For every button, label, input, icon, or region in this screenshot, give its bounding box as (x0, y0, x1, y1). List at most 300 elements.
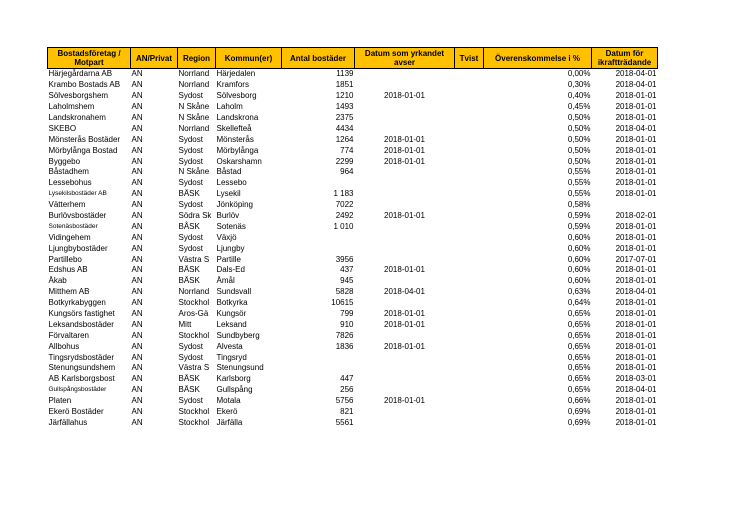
cell-region[interactable]: BÅSK (178, 265, 200, 275)
cell-overenskommelse[interactable]: 0,00% (567, 69, 591, 79)
col-header-tvist[interactable]: Tvist (455, 48, 484, 69)
cell-tvist[interactable] (455, 330, 484, 341)
cell-antal[interactable]: 1210 (335, 91, 354, 101)
cell-region[interactable]: Sydost (178, 156, 203, 166)
cell-antal[interactable]: 10615 (331, 298, 354, 308)
cell-an-privat[interactable]: AN (131, 363, 143, 373)
cell-region[interactable]: Norrland (178, 123, 210, 133)
cell-tvist[interactable] (455, 134, 484, 145)
cell-antal[interactable] (282, 178, 355, 189)
cell-region[interactable]: Sydost (178, 145, 203, 155)
cell-tvist[interactable] (455, 407, 484, 418)
cell-region[interactable]: Sydost (178, 352, 203, 362)
cell-antal[interactable]: 799 (340, 309, 354, 319)
cell-company[interactable]: Båstadhem (48, 167, 89, 177)
cell-an-privat[interactable]: AN (131, 69, 143, 79)
cell-overenskommelse[interactable]: 0,45% (567, 102, 591, 112)
cell-overenskommelse[interactable]: 0,66% (567, 396, 591, 406)
cell-region[interactable]: BÅSK (178, 385, 200, 395)
cell-tvist[interactable] (455, 352, 484, 363)
cell-kommun[interactable]: Burlöv (216, 211, 240, 221)
cell-datum-yrkande[interactable] (355, 189, 455, 200)
cell-an-privat[interactable]: AN (131, 385, 143, 395)
cell-datum-yrkande[interactable]: 2018-01-01 (384, 265, 425, 275)
cell-ikraft[interactable]: 2018-01-01 (615, 330, 657, 340)
cell-company[interactable]: Partillebo (48, 254, 82, 264)
cell-an-privat[interactable]: AN (131, 156, 143, 166)
cell-datum-yrkande[interactable] (355, 254, 455, 265)
cell-ikraft[interactable]: 2018-01-01 (615, 363, 657, 373)
cell-company[interactable]: Vidingehem (48, 232, 91, 242)
cell-company[interactable]: Leksandsbostäder (48, 319, 114, 329)
cell-datum-yrkande[interactable] (355, 276, 455, 287)
cell-ikraft[interactable]: 2018-04-01 (615, 385, 657, 395)
cell-kommun[interactable]: Sotenäs (216, 221, 246, 231)
cell-overenskommelse[interactable]: 0,50% (567, 145, 591, 155)
cell-tvist[interactable] (455, 113, 484, 124)
cell-an-privat[interactable]: AN (131, 221, 143, 231)
cell-company[interactable]: Ekerö Bostäder (48, 407, 104, 417)
cell-region[interactable]: Sydost (178, 341, 203, 351)
col-header-datum-yrkande[interactable]: Datum som yrkandet avser (355, 48, 455, 69)
cell-datum-yrkande[interactable] (355, 385, 455, 396)
cell-ikraft[interactable]: 2018-01-01 (615, 113, 657, 122)
cell-tvist[interactable] (455, 276, 484, 287)
cell-datum-yrkande[interactable] (355, 352, 455, 363)
cell-region[interactable]: BÅSK (178, 189, 200, 199)
col-header-company[interactable]: Bostadsföretag / Motpart (48, 48, 131, 69)
cell-overenskommelse[interactable]: 0,65% (567, 352, 591, 362)
cell-ikraft[interactable]: 2018-01-01 (615, 341, 657, 351)
cell-datum-yrkande[interactable]: 2018-01-01 (384, 309, 425, 319)
cell-ikraft[interactable]: 2018-01-01 (615, 396, 657, 406)
cell-region[interactable]: N Skåne (178, 102, 210, 112)
cell-tvist[interactable] (455, 80, 484, 91)
cell-datum-yrkande[interactable] (355, 200, 455, 211)
cell-antal[interactable]: 437 (340, 265, 354, 275)
cell-an-privat[interactable]: AN (131, 309, 143, 319)
cell-an-privat[interactable]: AN (131, 102, 143, 112)
cell-datum-yrkande[interactable] (355, 178, 455, 189)
cell-kommun[interactable]: Båstad (216, 167, 242, 177)
cell-company[interactable]: Landskronahem (48, 113, 106, 122)
col-header-overenskommelse[interactable]: Överenskommelse i % (484, 48, 592, 69)
cell-datum-yrkande[interactable] (355, 102, 455, 113)
cell-an-privat[interactable]: AN (131, 200, 143, 210)
cell-region[interactable]: Norrland (178, 80, 210, 90)
cell-overenskommelse[interactable]: 0,59% (567, 221, 591, 231)
cell-region[interactable]: BÅSK (178, 276, 200, 286)
cell-kommun[interactable]: Dals-Ed (216, 265, 245, 275)
cell-ikraft[interactable]: 2018-01-01 (615, 156, 657, 166)
cell-an-privat[interactable]: AN (131, 211, 143, 221)
cell-kommun[interactable]: Karlsborg (216, 374, 251, 384)
cell-tvist[interactable] (455, 243, 484, 254)
cell-tvist[interactable] (455, 418, 484, 429)
cell-ikraft[interactable]: 2018-01-01 (615, 417, 657, 427)
cell-an-privat[interactable]: AN (131, 167, 143, 177)
cell-datum-yrkande[interactable] (355, 407, 455, 418)
cell-datum-yrkande[interactable] (355, 232, 455, 243)
cell-antal[interactable]: 1 183 (333, 189, 354, 199)
cell-tvist[interactable] (455, 232, 484, 243)
cell-kommun[interactable]: Lessebo (216, 178, 247, 188)
cell-company[interactable]: Allbohus (48, 341, 80, 351)
cell-region[interactable]: Sydost (178, 91, 203, 101)
cell-kommun[interactable]: Åmål (216, 276, 235, 286)
cell-antal[interactable]: 5828 (335, 287, 354, 297)
cell-datum-yrkande[interactable]: 2018-01-01 (384, 211, 425, 221)
cell-tvist[interactable] (455, 211, 484, 222)
cell-overenskommelse[interactable]: 0,55% (567, 189, 591, 199)
cell-company[interactable]: SKEBO (48, 123, 77, 133)
cell-antal[interactable]: 5561 (335, 417, 354, 427)
cell-ikraft[interactable]: 2018-04-01 (615, 123, 657, 133)
cell-antal[interactable]: 2299 (335, 156, 354, 166)
cell-ikraft[interactable]: 2018-01-01 (615, 221, 657, 231)
cell-antal[interactable]: 2375 (335, 113, 354, 122)
cell-antal[interactable] (282, 232, 355, 243)
cell-region[interactable]: Stockhol (178, 417, 210, 427)
cell-tvist[interactable] (455, 200, 484, 211)
cell-tvist[interactable] (455, 123, 484, 134)
cell-overenskommelse[interactable]: 0,69% (567, 417, 591, 427)
col-header-an-privat[interactable]: AN/Privat (131, 48, 178, 69)
cell-region[interactable]: Stockhol (178, 330, 210, 340)
cell-antal[interactable]: 4434 (335, 123, 354, 133)
cell-an-privat[interactable]: AN (131, 80, 143, 90)
cell-ikraft[interactable]: 2018-01-01 (615, 167, 657, 177)
cell-datum-yrkande[interactable]: 2018-01-01 (384, 156, 425, 166)
cell-datum-yrkande[interactable] (355, 221, 455, 232)
cell-tvist[interactable] (455, 341, 484, 352)
cell-ikraft[interactable]: 2018-01-01 (615, 134, 657, 144)
cell-kommun[interactable]: Sundbyberg (216, 330, 260, 340)
cell-region[interactable]: Sydost (178, 396, 203, 406)
cell-ikraft[interactable]: 2018-04-01 (615, 69, 657, 79)
cell-company[interactable]: Vätterhem (48, 200, 86, 210)
cell-company[interactable]: Burlövsbostäder (48, 211, 107, 221)
cell-kommun[interactable]: Laholm (216, 102, 243, 112)
cell-kommun[interactable]: Kramfors (216, 80, 249, 90)
cell-antal[interactable]: 910 (340, 319, 354, 329)
cell-kommun[interactable]: Motala (216, 396, 241, 406)
cell-region[interactable]: Stockhol (178, 298, 210, 308)
cell-kommun[interactable]: Järfälla (216, 417, 243, 427)
col-header-region[interactable]: Region (178, 48, 216, 69)
cell-overenskommelse[interactable]: 0,65% (567, 374, 591, 384)
cell-company[interactable]: Åkab (48, 276, 67, 286)
cell-region[interactable]: N Skåne (178, 113, 210, 122)
cell-kommun[interactable]: Botkyrka (216, 298, 248, 308)
cell-antal[interactable]: 256 (340, 385, 354, 395)
cell-company[interactable]: Mönsterås Bostäder (48, 134, 121, 144)
cell-datum-yrkande[interactable] (355, 113, 455, 124)
cell-antal[interactable]: 821 (340, 407, 354, 417)
cell-tvist[interactable] (455, 91, 484, 102)
cell-ikraft[interactable]: 2018-01-01 (615, 319, 657, 329)
cell-ikraft[interactable]: 2017-07-01 (615, 254, 657, 264)
cell-antal[interactable]: 1264 (335, 134, 354, 144)
cell-datum-yrkande[interactable] (355, 243, 455, 254)
cell-overenskommelse[interactable]: 0,50% (567, 113, 591, 122)
cell-datum-yrkande[interactable] (355, 69, 455, 80)
cell-region[interactable]: Norrland (178, 287, 210, 297)
cell-region[interactable]: Sydost (178, 200, 203, 210)
cell-company[interactable]: Byggebo (48, 156, 81, 166)
cell-an-privat[interactable]: AN (131, 407, 143, 417)
cell-kommun[interactable]: Mönsterås (216, 134, 254, 144)
cell-ikraft[interactable]: 2018-01-01 (615, 309, 657, 319)
cell-overenskommelse[interactable]: 0,65% (567, 330, 591, 340)
cell-company[interactable]: Platen (48, 396, 72, 406)
cell-overenskommelse[interactable]: 0,40% (567, 91, 591, 101)
cell-overenskommelse[interactable]: 0,30% (567, 80, 591, 90)
cell-kommun[interactable]: Tingsryd (216, 352, 247, 362)
cell-overenskommelse[interactable]: 0,50% (567, 123, 591, 133)
cell-antal[interactable] (282, 363, 355, 374)
cell-kommun[interactable]: Kungsör (216, 309, 247, 319)
cell-tvist[interactable] (455, 265, 484, 276)
cell-antal[interactable]: 1493 (335, 102, 354, 112)
cell-kommun[interactable]: Partille (216, 254, 241, 264)
cell-antal[interactable] (282, 243, 355, 254)
cell-datum-yrkande[interactable]: 2018-01-01 (384, 396, 425, 406)
cell-tvist[interactable] (455, 156, 484, 167)
cell-ikraft[interactable]: 2018-01-01 (615, 265, 657, 275)
cell-kommun[interactable]: Alvesta (216, 341, 243, 351)
cell-tvist[interactable] (455, 254, 484, 265)
cell-tvist[interactable] (455, 178, 484, 189)
cell-region[interactable]: Sydost (178, 178, 203, 188)
cell-region[interactable]: Stockhol (178, 407, 210, 417)
cell-region[interactable]: Norrland (178, 69, 210, 79)
cell-overenskommelse[interactable]: 0,50% (567, 134, 591, 144)
cell-region[interactable]: Sydost (178, 232, 203, 242)
cell-company[interactable]: Gullspångsbostäder (48, 386, 107, 394)
cell-tvist[interactable] (455, 167, 484, 178)
cell-overenskommelse[interactable]: 0,65% (567, 309, 591, 319)
cell-company[interactable]: AB Karlsborgsbost (48, 374, 115, 384)
cell-tvist[interactable] (455, 374, 484, 385)
cell-region[interactable]: Mitt (178, 319, 192, 329)
cell-company[interactable]: Lessebohus (48, 178, 92, 188)
cell-company[interactable]: Krambo Bostads AB (48, 80, 121, 90)
cell-overenskommelse[interactable]: 0,60% (567, 276, 591, 286)
cell-company[interactable]: Järfällahus (48, 417, 88, 427)
cell-an-privat[interactable]: AN (131, 189, 143, 199)
cell-company[interactable]: Lysekilsbostäder AB (48, 190, 107, 198)
cell-tvist[interactable] (455, 145, 484, 156)
cell-overenskommelse[interactable]: 0,60% (567, 254, 591, 264)
cell-an-privat[interactable]: AN (131, 319, 143, 329)
cell-overenskommelse[interactable]: 0,60% (567, 243, 591, 253)
cell-tvist[interactable] (455, 363, 484, 374)
cell-an-privat[interactable]: AN (131, 341, 143, 351)
cell-region[interactable]: Sydost (178, 134, 203, 144)
cell-kommun[interactable]: Skellefteå (216, 123, 252, 133)
cell-overenskommelse[interactable]: 0,60% (567, 232, 591, 242)
cell-antal[interactable]: 1836 (335, 341, 354, 351)
cell-kommun[interactable]: Jönköping (216, 200, 253, 210)
cell-datum-yrkande[interactable]: 2018-01-01 (384, 91, 425, 101)
cell-datum-yrkande[interactable] (355, 418, 455, 429)
cell-an-privat[interactable]: AN (131, 232, 143, 242)
cell-datum-yrkande[interactable]: 2018-04-01 (384, 287, 425, 297)
cell-kommun[interactable]: Gullspång (216, 385, 253, 395)
cell-kommun[interactable]: Ekerö (216, 407, 238, 417)
cell-ikraft[interactable]: 2018-01-01 (615, 276, 657, 286)
cell-antal[interactable]: 7022 (335, 200, 354, 210)
cell-datum-yrkande[interactable]: 2018-01-01 (384, 319, 425, 329)
cell-kommun[interactable]: Stenungsund (216, 363, 264, 373)
cell-antal[interactable]: 964 (340, 167, 354, 177)
cell-region[interactable]: BÅSK (178, 221, 200, 231)
cell-an-privat[interactable]: AN (131, 330, 143, 340)
col-header-ikraft[interactable]: Datum för ikraftträdande (592, 48, 658, 69)
cell-datum-yrkande[interactable] (355, 123, 455, 134)
cell-datum-yrkande[interactable] (355, 363, 455, 374)
cell-datum-yrkande[interactable] (355, 330, 455, 341)
cell-region[interactable]: N Skåne (178, 167, 210, 177)
cell-overenskommelse[interactable]: 0,55% (567, 178, 591, 188)
cell-company[interactable]: Edshus AB (48, 265, 88, 275)
cell-antal[interactable]: 945 (340, 276, 354, 286)
cell-ikraft[interactable]: 2018-01-01 (615, 178, 657, 188)
cell-region[interactable]: Sydost (178, 243, 203, 253)
cell-region[interactable]: BÅSK (178, 374, 200, 384)
cell-datum-yrkande[interactable]: 2018-01-01 (384, 341, 425, 351)
cell-antal[interactable]: 1851 (335, 80, 354, 90)
cell-company[interactable]: Förvaltaren (48, 330, 89, 340)
cell-overenskommelse[interactable]: 0,55% (567, 167, 591, 177)
cell-tvist[interactable] (455, 189, 484, 200)
cell-overenskommelse[interactable]: 0,65% (567, 385, 591, 395)
cell-kommun[interactable]: Sundsvall (216, 287, 252, 297)
cell-datum-yrkande[interactable] (355, 374, 455, 385)
cell-tvist[interactable] (455, 309, 484, 320)
cell-region[interactable]: Västra S (178, 254, 210, 264)
cell-company[interactable]: Kungsörs fastighet (48, 309, 115, 319)
cell-datum-yrkande[interactable] (355, 80, 455, 91)
cell-ikraft[interactable]: 2018-01-01 (615, 189, 657, 199)
cell-tvist[interactable] (455, 298, 484, 309)
cell-ikraft[interactable]: 2018-02-01 (615, 211, 657, 221)
cell-overenskommelse[interactable]: 0,65% (567, 363, 591, 373)
cell-an-privat[interactable]: AN (131, 145, 143, 155)
cell-region[interactable]: Västra S (178, 363, 210, 373)
cell-tvist[interactable] (455, 319, 484, 330)
cell-ikraft[interactable]: 2018-01-01 (615, 232, 657, 242)
cell-overenskommelse[interactable]: 0,60% (567, 265, 591, 275)
cell-overenskommelse[interactable]: 0,64% (567, 298, 591, 308)
cell-company[interactable]: Sölvesborgshem (48, 91, 109, 101)
cell-an-privat[interactable]: AN (131, 178, 143, 188)
cell-an-privat[interactable]: AN (131, 254, 143, 264)
cell-ikraft[interactable]: 2018-01-01 (615, 102, 657, 112)
cell-overenskommelse[interactable]: 0,59% (567, 211, 591, 221)
cell-region[interactable]: Södra Sk (178, 211, 212, 221)
col-header-antal[interactable]: Antal bostäder (282, 48, 355, 69)
cell-kommun[interactable]: Lysekil (216, 189, 241, 199)
cell-an-privat[interactable]: AN (131, 134, 143, 144)
cell-an-privat[interactable]: AN (131, 298, 143, 308)
cell-company[interactable]: Stenungsundshem (48, 363, 116, 373)
cell-ikraft[interactable]: 2018-01-01 (615, 243, 657, 253)
cell-an-privat[interactable]: AN (131, 265, 143, 275)
cell-tvist[interactable] (455, 221, 484, 232)
cell-overenskommelse[interactable]: 0,65% (567, 341, 591, 351)
cell-an-privat[interactable]: AN (131, 287, 143, 297)
cell-kommun[interactable]: Ljungby (216, 243, 245, 253)
cell-antal[interactable]: 3956 (335, 254, 354, 264)
cell-company[interactable]: Mitthem AB (48, 287, 90, 297)
cell-an-privat[interactable]: AN (131, 91, 143, 101)
cell-an-privat[interactable]: AN (131, 417, 143, 427)
cell-datum-yrkande[interactable]: 2018-01-01 (384, 134, 425, 144)
cell-an-privat[interactable]: AN (131, 396, 143, 406)
cell-company[interactable]: Botkyrkabyggen (48, 298, 106, 308)
cell-ikraft[interactable]: 2018-04-01 (615, 80, 657, 90)
cell-kommun[interactable]: Härjedalen (216, 69, 256, 79)
cell-antal[interactable]: 774 (340, 145, 354, 155)
cell-antal[interactable]: 5756 (335, 396, 354, 406)
cell-an-privat[interactable]: AN (131, 374, 143, 384)
cell-overenskommelse[interactable]: 0,69% (567, 407, 591, 417)
cell-an-privat[interactable]: AN (131, 113, 143, 122)
cell-ikraft[interactable]: 2018-04-01 (615, 287, 657, 297)
cell-tvist[interactable] (455, 69, 484, 80)
cell-company[interactable]: Härjegårdarna AB (48, 69, 113, 79)
cell-an-privat[interactable]: AN (131, 352, 143, 362)
cell-overenskommelse[interactable]: 0,63% (567, 287, 591, 297)
cell-antal[interactable]: 447 (340, 374, 354, 384)
cell-ikraft[interactable]: 2018-01-01 (615, 298, 657, 308)
cell-kommun[interactable]: Växjö (216, 232, 237, 242)
cell-an-privat[interactable]: AN (131, 276, 143, 286)
cell-an-privat[interactable]: AN (131, 123, 143, 133)
cell-ikraft[interactable]: 2018-01-01 (615, 91, 657, 101)
cell-kommun[interactable]: Sölvesborg (216, 91, 257, 101)
cell-kommun[interactable]: Oskarshamn (216, 156, 262, 166)
cell-kommun[interactable]: Landskrona (216, 113, 259, 122)
cell-ikraft[interactable]: 2018-03-01 (615, 374, 657, 384)
cell-region[interactable]: Aros-Gä (178, 309, 209, 319)
cell-tvist[interactable] (455, 102, 484, 113)
cell-antal[interactable]: 2492 (335, 211, 354, 221)
cell-company[interactable]: Tingsrydsbostäder (48, 352, 115, 362)
cell-tvist[interactable] (455, 396, 484, 407)
cell-overenskommelse[interactable]: 0,50% (567, 156, 591, 166)
cell-an-privat[interactable]: AN (131, 243, 143, 253)
col-header-kommun[interactable]: Kommun(er) (216, 48, 282, 69)
cell-ikraft[interactable]: 2018-01-01 (615, 145, 657, 155)
cell-company[interactable]: Sotenäsbostäder (48, 222, 98, 230)
cell-kommun[interactable]: Mörbylånga (216, 145, 259, 155)
cell-datum-yrkande[interactable]: 2018-01-01 (384, 145, 425, 155)
cell-ikraft[interactable] (592, 200, 658, 211)
cell-antal[interactable]: 1 010 (333, 221, 354, 231)
cell-tvist[interactable] (455, 385, 484, 396)
cell-tvist[interactable] (455, 287, 484, 298)
cell-datum-yrkande[interactable] (355, 167, 455, 178)
cell-datum-yrkande[interactable] (355, 298, 455, 309)
cell-antal[interactable]: 7826 (335, 330, 354, 340)
cell-overenskommelse[interactable]: 0,65% (567, 319, 591, 329)
cell-antal[interactable] (282, 352, 355, 363)
cell-company[interactable]: Ljungbybostäder (48, 243, 108, 253)
cell-antal[interactable]: 1139 (336, 69, 354, 79)
